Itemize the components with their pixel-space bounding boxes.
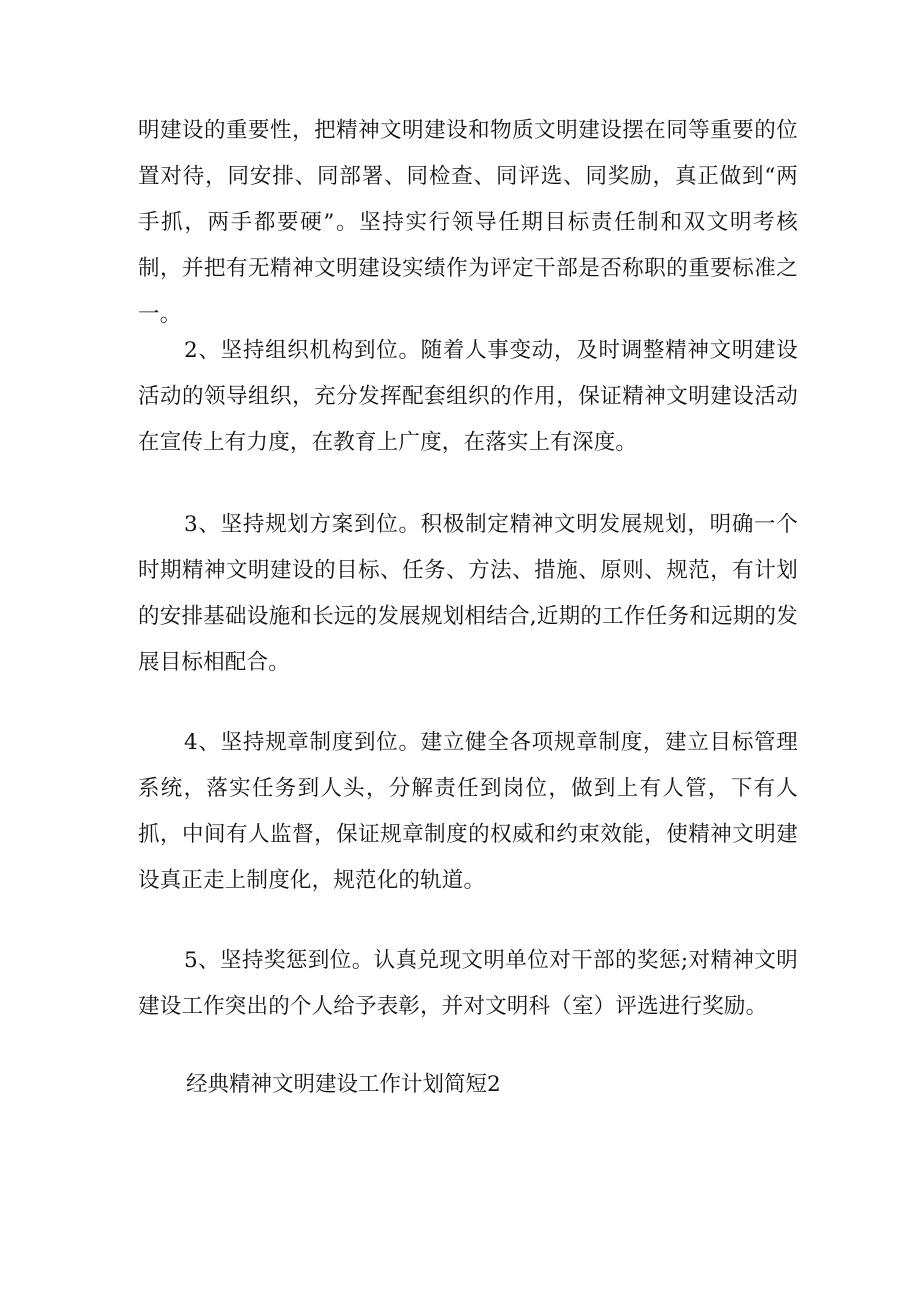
section-heading: 经典精神文明建设工作计划简短2 — [186, 1072, 501, 1097]
paragraph-continued: 明建设的重要性，把精神文明建设和物质文明建设摆在同等重要的位置对待，同安排、同部署、同检查、同评选、同奖励，真正做到“两手抓，两手都要硬”。坚持实行领导任期目标责任制和双文明考核制，并把有无精神文明建设实绩作为评定干部是否称职的重要标准之一。 — [138, 118, 798, 327]
paragraph-item-2: 2、坚持组织机构到位。随着人事变动，及时调整精神文明建设活动的领导组织，充分发挥配套组织的作用，保证精神文明建设活动在宣传上有力度，在教育上广度，在落实上有深度。 — [138, 338, 798, 455]
paragraph-item-5: 5、坚持奖惩到位。认真兑现文明单位对干部的奖惩;对精神文明建设工作突出的个人给予表彰，并对文明科（室）评选进行奖励。 — [138, 948, 798, 1019]
paragraph-item-4: 4、坚持规章制度到位。建立健全各项规章制度，建立目标管理系统，落实任务到人头，分解责任到岗位，做到上有人管，下有人抓，中间有人监督，保证规章制度的权威和约束效能，使精神文明建设真正走上制度化，规范化的轨道。 — [138, 730, 798, 893]
paragraph-item-3: 3、坚持规划方案到位。积极制定精神文明发展规划，明确一个时期精神文明建设的目标、任务、方法、措施、原则、规范，有计划的安排基础设施和长远的发展规划相结合,近期的工作任务和远期的发展目标相配合。 — [138, 512, 798, 675]
